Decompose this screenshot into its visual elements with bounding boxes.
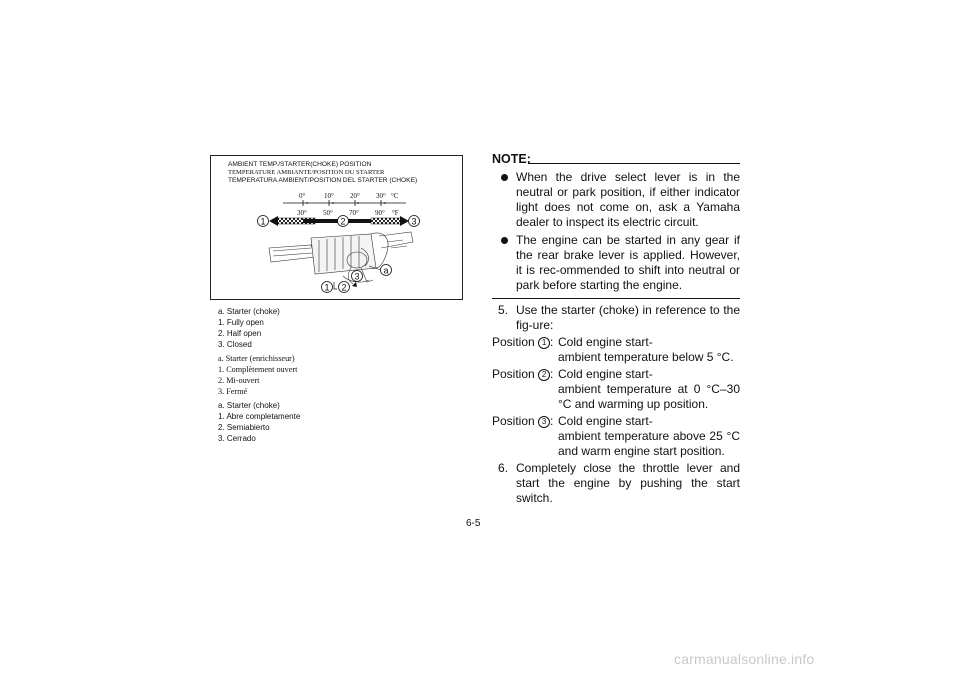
bullet-dot-icon [501,174,508,181]
caption-line: 3. Fermé [218,387,248,396]
caption-line: 1. Abre completamente [218,412,301,421]
step-number: 5. [498,303,509,317]
celsius-tick: 10° [324,192,334,200]
position-3-entry [492,414,740,459]
caption-line: a. Starter (choke) [218,401,280,410]
position-number-circle: 2 [538,369,550,381]
page-number: 6-5 [466,518,481,529]
caption-line: 1. Complètement ouvert [218,365,298,374]
position-1-entry [492,335,740,365]
step-text: Completely close the throttle lever and start the engine by pushing the start switch. [516,461,740,505]
lever-arrow-icon [334,282,337,289]
celsius-tick: 30° [376,192,386,200]
note-bullet-text: The engine can be started in any gear if the rear brake lever is applied. However, it is rec-ommended to shift into neutral or park before starting the engine. [516,233,740,292]
celsius-unit: °C [391,192,399,200]
figure-title-es: TEMPERATURA AMBIENT/POSITION DEL STARTER (CHOKE) [228,177,418,184]
position-label: Position 1 : [492,335,554,349]
caption-line: 2. Half open [218,329,262,338]
note-bullet-text: When the drive select lever is in the neutral or park position, if either indicator light does not come on, ask a Yamaha dealer to inspect its electric circuit. [516,170,740,229]
position-label: Position 3 : [492,414,554,428]
caption-line: 1. Fully open [218,318,264,327]
handlebar-illustration [269,232,413,284]
celsius-tick: 0° [299,192,306,200]
watermark: carmanualsonline.info [674,651,815,667]
position-number-circle: 3 [538,416,550,428]
step-text: Use the starter (choke) in reference to the fig-ure: [516,303,740,332]
step-number: 6. [498,461,509,475]
starter-diagram [211,156,464,301]
position-line: Cold engine start- [558,414,653,428]
note-header [492,152,740,167]
note-end-rule [492,298,740,299]
fahrenheit-unit: °F [392,209,399,217]
lever-position-1: 1 [324,282,330,293]
captions-french [218,353,458,397]
fahrenheit-tick: 30° [297,209,307,217]
position-number-circle: 1 [538,337,550,349]
step-5 [492,303,740,333]
captions-spanish [218,400,458,444]
figure-title-en: AMBIENT TEMP./STARTER(CHOKE) POSITION [228,161,372,168]
celsius-tick: 20° [350,192,360,200]
right-arrow-icon [400,216,409,226]
marker-1: 1 [260,216,266,227]
note-bullet [492,233,740,293]
range-bar-closed [371,218,401,224]
caption-line: 3. Cerrado [218,434,256,443]
instructions-column [492,152,740,506]
caption-line: 3. Closed [218,340,252,349]
lever-position-2: 2 [341,282,347,293]
fahrenheit-tick: 70° [349,209,359,217]
callout-a-label: a [383,265,389,276]
fahrenheit-tick: 90° [375,209,385,217]
position-line: ambient temperature below 5 °C. [558,350,734,364]
caption-line: a. Starter (choke) [218,307,280,316]
lever-position-3: 3 [354,271,360,282]
position-line: Cold engine start- [558,367,653,381]
caption-line: 2. Semiabierto [218,423,270,432]
figure-captions [218,306,458,447]
position-2-entry [492,367,740,412]
note-rule [528,163,740,164]
note-label: NOTE: [492,152,531,166]
marker-2: 2 [340,216,346,227]
position-line: ambient temperature at 0 °C–30 °C and warming up position. [558,382,740,411]
captions-english [218,306,458,350]
step-6 [492,461,740,506]
fahrenheit-tick: 50° [323,209,333,217]
starter-position-figure [210,155,463,300]
caption-line: a. Starter (enrichisseur) [218,354,295,363]
left-arrow-icon [269,216,278,226]
position-label: Position 2 : [492,367,554,381]
position-line: Cold engine start- [558,335,653,349]
note-bullet [492,170,740,230]
caption-line: 2. Mi-ouvert [218,376,260,385]
position-line: ambient temperature above 25 °C and warm engine start position. [558,429,740,458]
marker-3: 3 [411,216,417,227]
figure-title-fr: TEMPERATURE AMBIANTE/POSITION DU STARTER [228,169,385,176]
bullet-dot-icon [501,237,508,244]
